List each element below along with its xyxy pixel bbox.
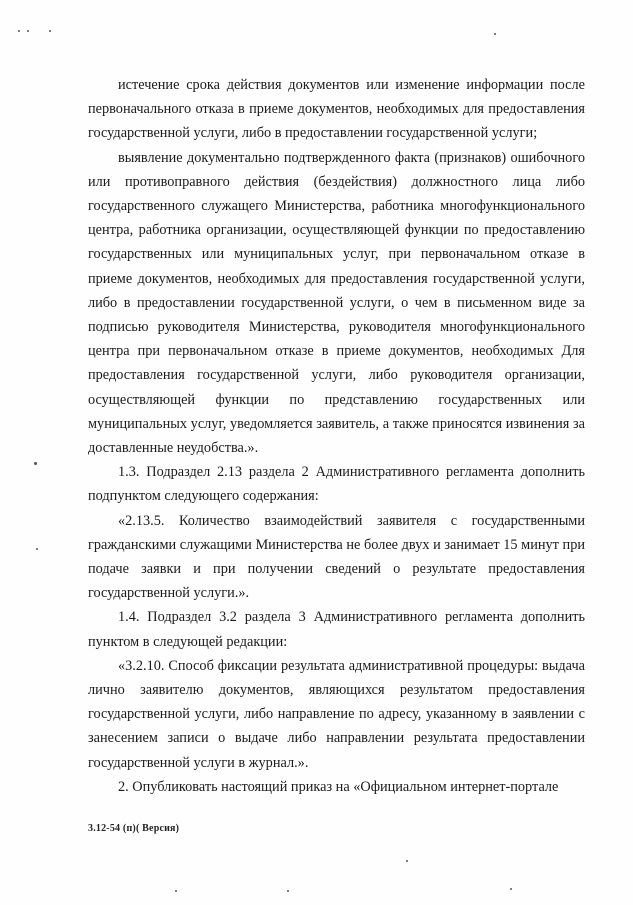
paragraph: 1.3. Подраздел 2.13 раздела 2 Административного регламента дополнить подпунктом следующего содержания:	[88, 464, 585, 505]
scan-speck	[287, 890, 289, 892]
document-body	[88, 73, 585, 799]
scan-speck	[175, 890, 177, 892]
scan-speck	[510, 888, 512, 890]
scan-speck	[18, 30, 20, 32]
paragraph: выявление документально подтвержденного факта (признаков) ошибочного или противоправного действия (бездействия) должностного лица либо государственного служащего Министерства, работника многофункционального центра, работника организации, осуществляющей функции по предоставлению государственных или муниципальных услуг, при первоначальном отказе в приеме документов, необходимых для предоставления государственной услуги, либо в предоставлении государственной услуги, о чем в письменном виде за подписью руководителя Министерства, руководителя многофункционального центра при первоначальном отказе в приеме документов, необходимых Для предоставления государственной услуги, либо руководителя организации, осуществляющей функции по представлению государственных или муниципальных услуг, уведомляется заявитель, а также приносятся извинения за доставленные неудобства.».	[88, 149, 585, 457]
scan-speck	[406, 860, 408, 862]
paragraph: 2. Опубликовать настоящий приказ на «Официальном интернет-портале	[118, 778, 559, 795]
document-footer-code: 3.12-54 (п)( Версия)	[88, 823, 180, 834]
scan-speck	[494, 33, 496, 35]
paragraph: истечение срока действия документов или изменение информации после первоначального отказа в приеме документов, необходимых для предоставления государственной услуги, либо в предоставлении государственной услуги;	[88, 77, 585, 142]
scan-speck	[34, 462, 37, 465]
paragraph: «2.13.5. Количество взаимодействий заявителя с государственными гражданскими служащими Министерства не более двух и занимает 15 минут при подаче заявки и при получении сведений о результате предоставления государственной услуги.».	[88, 512, 585, 602]
scan-speck	[36, 548, 38, 550]
scan-speck	[27, 30, 29, 32]
paragraph: «3.2.10. Способ фиксации результата административной процедуры: выдача лично заявителю документов, являющихся результатом предоставления государственной услуги, либо направление по адресу, указанному в заявлении с занесением записи о выдаче либо направлении результата предоставлении государственной услуги в журнал.».	[88, 657, 585, 771]
paragraph: 1.4. Подраздел 3.2 раздела 3 Административного регламента дополнить пунктом в следующей редакции:	[88, 609, 585, 650]
scan-speck	[49, 30, 51, 32]
